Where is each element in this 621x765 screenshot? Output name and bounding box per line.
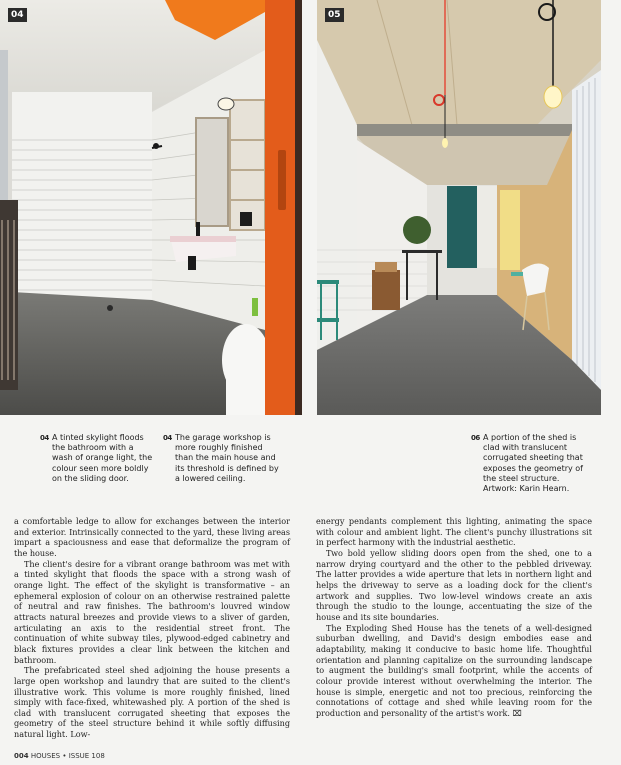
caption-shed xyxy=(471,433,586,494)
photo-bathroom xyxy=(0,0,302,415)
body-paragraph: The client's desire for a vibrant orange bathroom was met with a tinted skylight that floods the space with a strong wash of orange light. The effect of the skylight is transformative – an ephemeral explosion of colour on an otherwise restrained palette of neutral and raw finishes. The bathroom's louvred window attracts natural breezes and provide views to a sliver of garden, articulating an axis to the residential street front. The continuation of white subway tiles, plywood-edged cabinetry and black fixtures provides a clear link between the kitchen and bathroom. xyxy=(14,558,290,665)
caption-workshop xyxy=(163,433,281,484)
caption-text: A tinted skylight floods the bathroom with a wash of orange light, the colour seen more boldly on the sliding door. xyxy=(52,433,153,483)
issue-number: ISSUE 108 xyxy=(68,752,105,760)
footer-separator: • xyxy=(62,752,67,760)
caption-marker: 04 xyxy=(40,434,49,442)
page-footer xyxy=(14,752,105,760)
workshop-illustration xyxy=(317,0,601,415)
caption-text: The garage workshop is more roughly finished than the main house and its threshold is defined by a lowered ceiling. xyxy=(175,433,279,483)
body-column-left xyxy=(14,516,290,740)
magazine-name: HOUSES xyxy=(30,752,61,760)
photo-number-badge: 05 xyxy=(325,8,344,22)
photo-workshop xyxy=(317,0,601,415)
body-paragraph: The Exploding Shed House has the tenets of a well-designed suburban dwelling, and David's design embodies ease and adaptability, making it conducive to basic home life. Thoughtful orientation and planning capitalize on the surrounding landscape to augment the building's small footprint, while the accents of colour provide interest without overwhelming the interior. The house is simple, energetic and not too precious, reinforcing the connotations of cottage and shed while leaving room for the production and personality of the artist's work. ⌧ xyxy=(316,622,592,718)
bathroom-illustration xyxy=(0,0,302,415)
body-paragraph: energy pendants complement this lighting, animating the space with colour and ambient light. The client's punchy illustrations sit in perfect harmony with the industrial aesthetic. xyxy=(316,516,592,548)
caption-marker: 06 xyxy=(471,434,480,442)
page-number: 004 xyxy=(14,752,29,760)
caption-text: A portion of the shed is clad with translucent corrugated sheeting that exposes the geometry of the steel structure. Artwork: Karin Hearn. xyxy=(483,433,583,494)
photo-number-badge: 04 xyxy=(8,8,27,22)
body-paragraph: The prefabricated steel shed adjoining the house presents a large open workshop and laundry that are suited to the client's illustrative work. This volume is more roughly finished, lined simply with face-fixed, whitewashed ply. A portion of the shed is clad with translucent corrugated sheeting that exposes the geometry of the steel structure behind it while softly diffusing natural light. Low- xyxy=(14,665,290,740)
body-column-right xyxy=(316,516,592,718)
caption-bathroom xyxy=(40,433,155,484)
body-paragraph: Two bold yellow sliding doors open from the shed, one to a narrow drying courtyard and the other to the pebbled driveway. The latter provides a wide aperture that lets in northern light and helps the driveway to serve as a loading dock for the client's artwork and supplies. Two low-level windows create an axis through the studio to the lounge, accentuating the size of the house and its site boundaries. xyxy=(316,547,592,622)
caption-marker: 04 xyxy=(163,434,172,442)
body-paragraph: a comfortable ledge to allow for exchanges between the interior and exterior. Intrinsically connected to the yard, these living areas impart a spaciousness and ease that deformalize the program of the house. xyxy=(14,516,290,558)
